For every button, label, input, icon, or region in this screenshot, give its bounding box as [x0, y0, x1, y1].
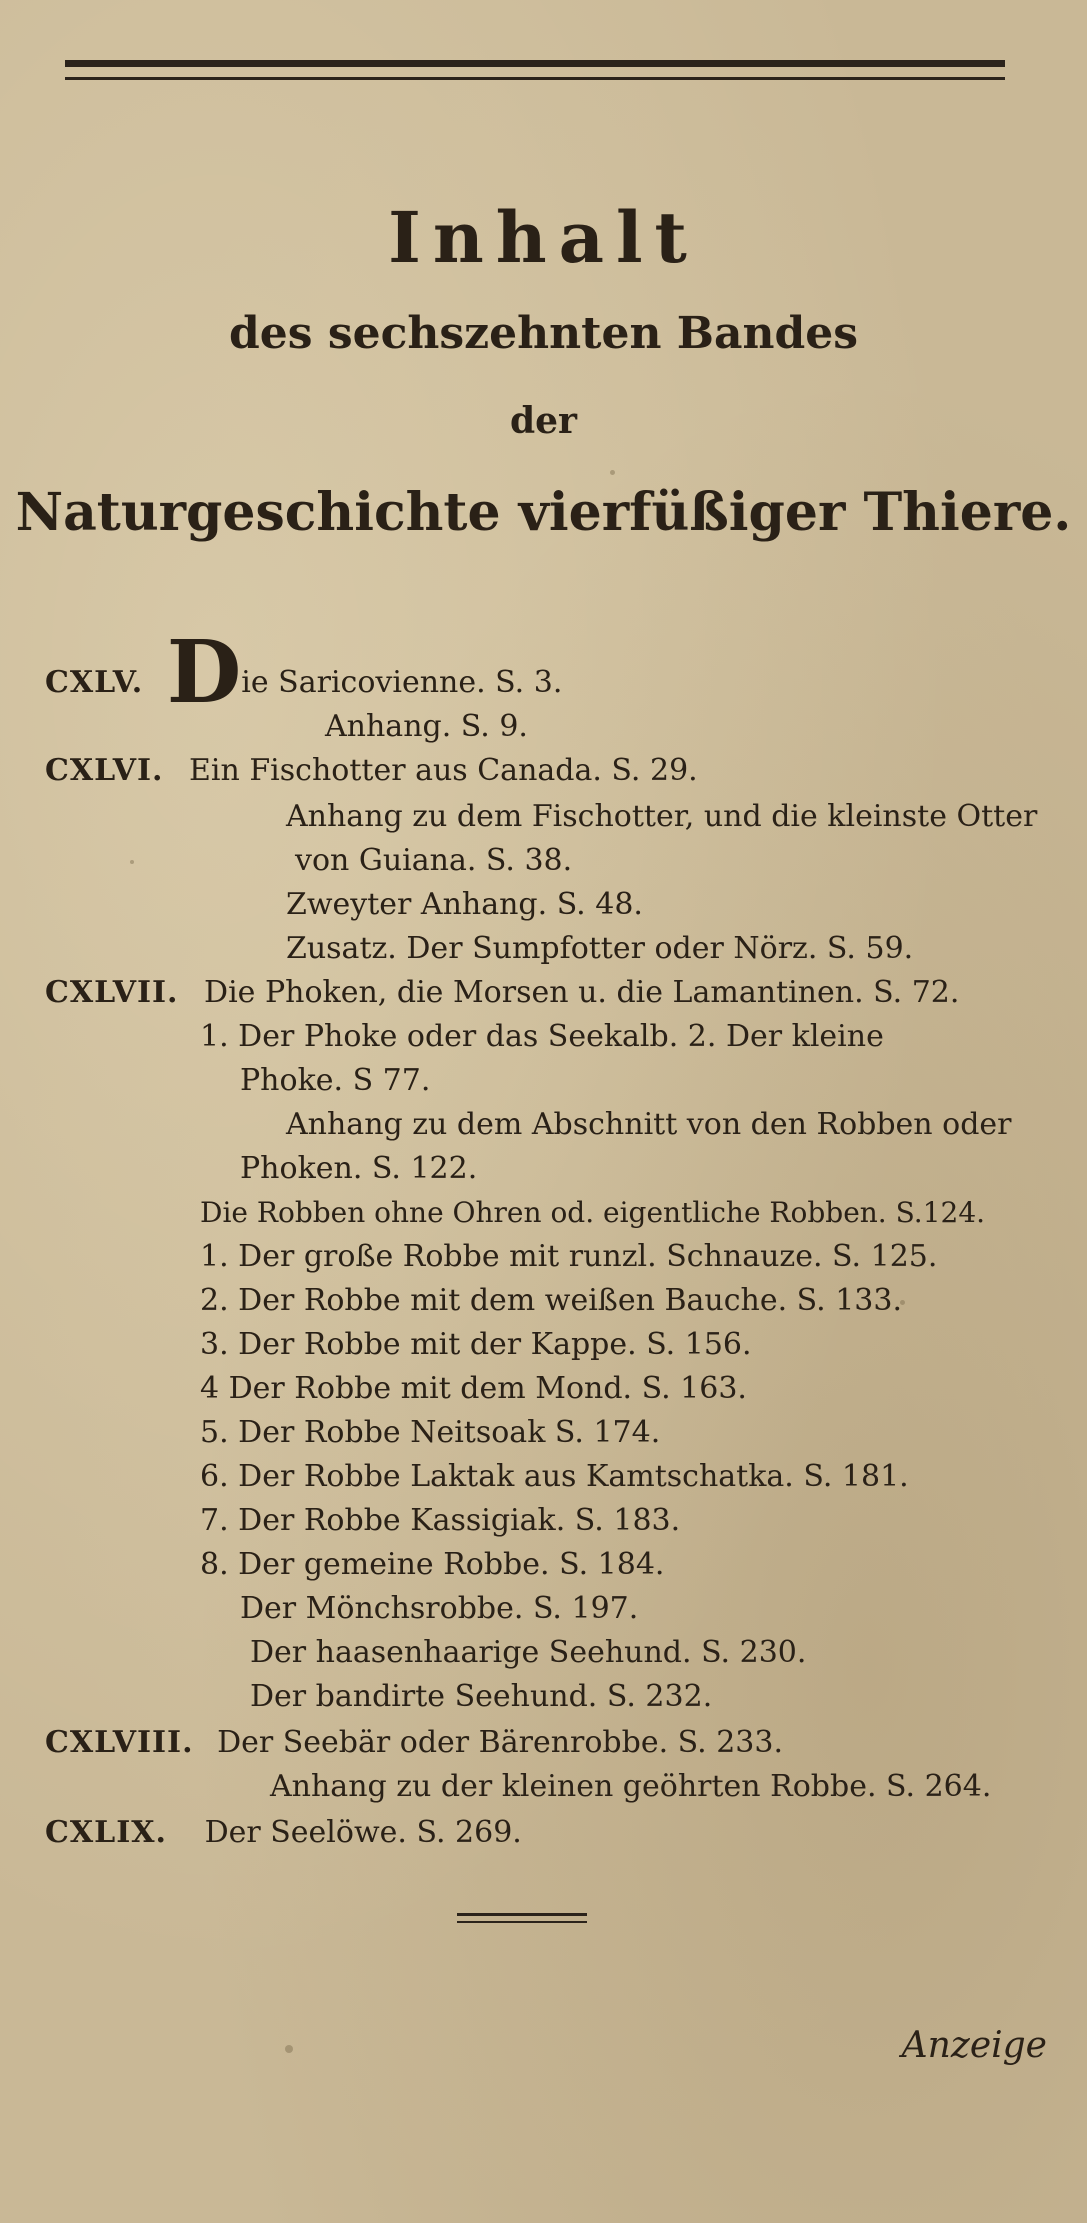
- heading-volume: des sechszehnten Bandes: [229, 308, 858, 359]
- toc-text: von Guiana. S. 38.: [295, 843, 573, 878]
- toc-line: [45, 972, 959, 1014]
- toc-text: Der Seebär oder Bärenrobbe. S. 233.: [217, 1725, 784, 1760]
- toc-text: Die Phoken, die Morsen u. die Lamantinen. S. 72.: [204, 975, 960, 1010]
- toc-line: [240, 1588, 638, 1630]
- toc-line: [240, 1060, 430, 1102]
- toc-text: 4 Der Robbe mit dem Mond. S. 163.: [200, 1371, 747, 1406]
- decorative-initial: D: [166, 622, 242, 723]
- toc-text: Der Mönchsrobbe. S. 197.: [240, 1591, 639, 1626]
- toc-line: [250, 1632, 806, 1674]
- toc-line: [200, 1016, 884, 1058]
- toc-text: ie Saricovienne. S. 3.: [241, 665, 563, 700]
- toc-text: Zweyter Anhang. S. 48.: [286, 887, 643, 922]
- toc-line: [200, 1500, 680, 1542]
- toc-text: 5. Der Robbe Neitsoak S. 174.: [200, 1415, 661, 1450]
- toc-line: [200, 1280, 902, 1322]
- toc-text: Anhang. S. 9.: [325, 709, 528, 744]
- toc-line: [325, 706, 528, 748]
- catchword: Anzeige: [901, 2025, 1047, 2066]
- toc-line: [200, 1236, 937, 1278]
- toc-line: [200, 1192, 985, 1234]
- toc-text: 6. Der Robbe Laktak aus Kamtschatka. S. 181.: [200, 1459, 909, 1494]
- chapter-number: CXLIX.: [45, 1815, 168, 1850]
- paper-speck: [130, 860, 134, 864]
- toc-line: [200, 1456, 909, 1498]
- toc-text: Der bandirte Seehund. S. 232.: [250, 1679, 713, 1714]
- toc-text: Phoken. S. 122.: [240, 1151, 478, 1186]
- toc-text: Die Robben ohne Ohren od. eigentliche Robben. S.124.: [200, 1196, 986, 1229]
- toc-line: [200, 1412, 660, 1454]
- toc-line: [286, 796, 1037, 838]
- toc-text: Zusatz. Der Sumpfotter oder Nörz. S. 59.: [286, 931, 914, 966]
- toc-line: [45, 1812, 522, 1854]
- toc-line: [200, 1544, 664, 1586]
- toc-line: [295, 840, 572, 882]
- toc-text: Ein Fischotter aus Canada. S. 29.: [189, 753, 698, 788]
- toc-line: [45, 750, 698, 792]
- chapter-number: CXLVII.: [45, 975, 179, 1010]
- toc-text: Anhang zu der kleinen geöhrten Robbe. S. 264.: [270, 1769, 992, 1804]
- toc-line: [200, 1368, 747, 1410]
- toc-line: [250, 1676, 712, 1718]
- toc-text: 1. Der Phoke oder das Seekalb. 2. Der kleine: [200, 1019, 884, 1054]
- chapter-number: CXLVIII.: [45, 1725, 194, 1760]
- toc-line: [286, 928, 913, 970]
- heading-inhalt: Inhalt: [388, 196, 699, 279]
- toc-line: [45, 1722, 783, 1764]
- toc-text: Anhang zu dem Fischotter, und die kleinste Otter: [286, 799, 1038, 834]
- toc-line: [270, 1766, 991, 1808]
- top-double-rule: [65, 60, 1005, 80]
- toc-text: Phoke. S 77.: [240, 1063, 431, 1098]
- chapter-number: CXLVI.: [45, 753, 164, 788]
- bottom-rule: [457, 1913, 587, 1923]
- toc-line: [45, 622, 563, 723]
- toc-text: Anhang zu dem Abschnitt von den Robben oder: [286, 1107, 1012, 1142]
- heading-der: der: [509, 400, 578, 442]
- toc-text: Der haasenhaarige Seehund. S. 230.: [250, 1635, 807, 1670]
- toc-line: [200, 1324, 752, 1366]
- toc-text: 7. Der Robbe Kassigiak. S. 183.: [200, 1503, 681, 1538]
- toc-text: 2. Der Robbe mit dem weißen Bauche. S. 133.: [200, 1283, 902, 1318]
- toc-text: 1. Der große Robbe mit runzl. Schnauze. S. 125.: [200, 1239, 938, 1274]
- chapter-number: CXLV.: [45, 665, 144, 700]
- toc-text: 3. Der Robbe mit der Kappe. S. 156.: [200, 1327, 752, 1362]
- paper-speck: [285, 2045, 293, 2053]
- paper-speck: [610, 470, 615, 475]
- toc-line: [240, 1148, 477, 1190]
- toc-line: [286, 884, 643, 926]
- toc-text: Der Seelöwe. S. 269.: [204, 1815, 522, 1850]
- toc-line: [286, 1104, 1012, 1146]
- paper-speck: [900, 1300, 905, 1305]
- heading-work-title: Naturgeschichte vierfüßiger Thiere.: [15, 482, 1072, 543]
- toc-text: 8. Der gemeine Robbe. S. 184.: [200, 1547, 665, 1582]
